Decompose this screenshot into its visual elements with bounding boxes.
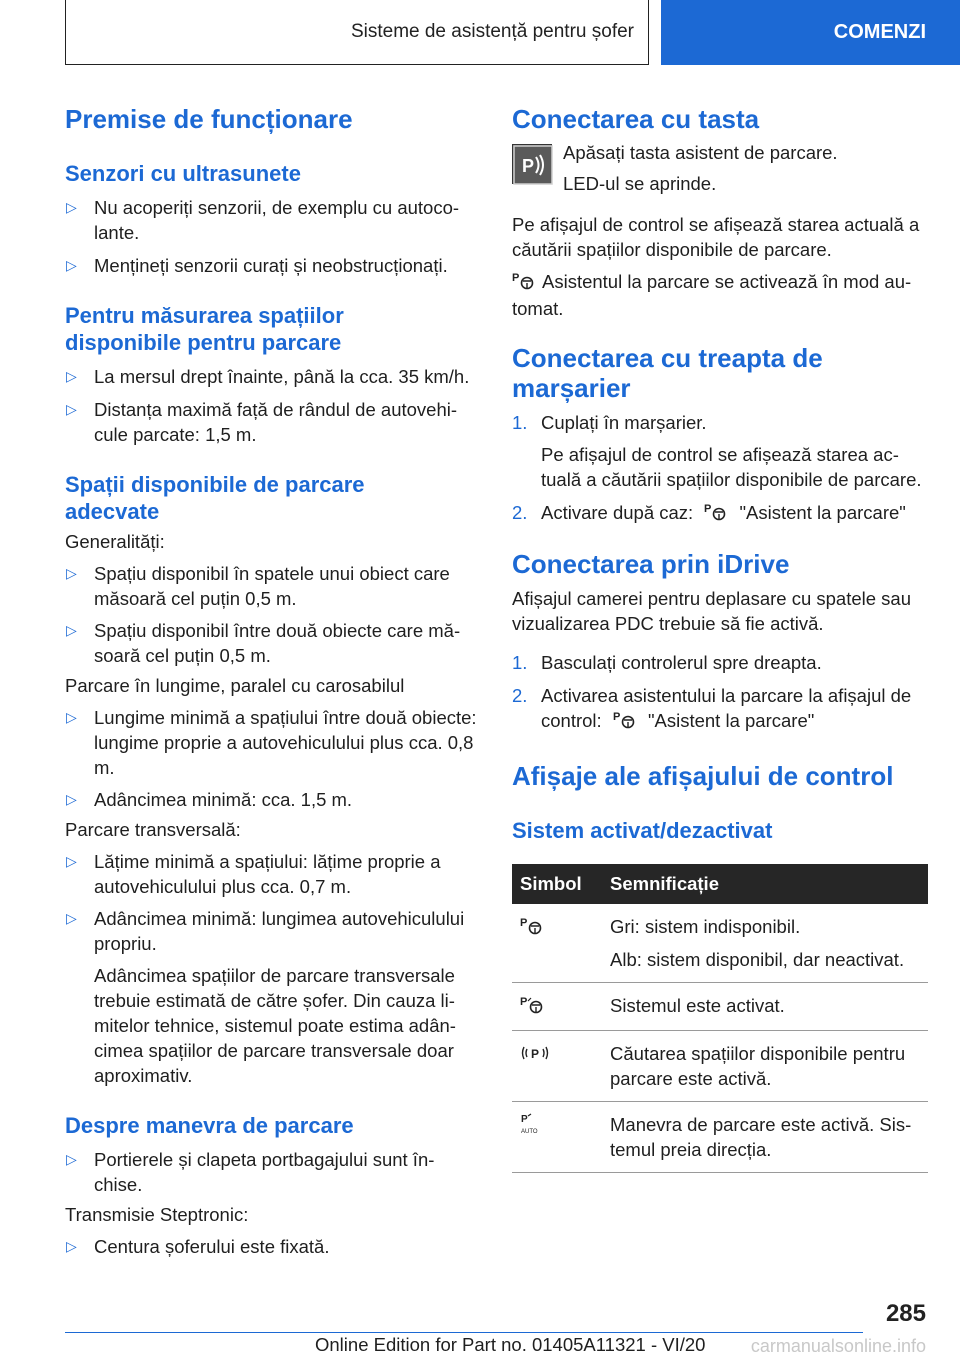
park-assist-active-icon [520, 994, 546, 1020]
heading-suitable-spaces: Spații disponibile de parcare adecvate [65, 472, 365, 524]
measuring-list [65, 364, 480, 447]
svg-text:P: P [512, 272, 520, 285]
chapter-tab[interactable] [661, 0, 960, 65]
chapter-label: COMENZI [833, 21, 926, 43]
list-item: 2. Activare după caz: P "Asistent la parcare" [512, 500, 928, 527]
list-item: ▷ Distanța maximă față de rândul de autovehi-cule parcate: 1,5 m. [66, 399, 458, 445]
triangle-bullet-icon: ▷ [66, 709, 77, 725]
heading-system-status: Sistem activat/dezactivat [512, 818, 773, 844]
triangle-bullet-icon: ▷ [66, 401, 77, 417]
svg-text:P: P [521, 1114, 528, 1126]
svg-text:P: P [531, 1046, 540, 1061]
steptronic-label: Transmisie Steptronic: [65, 1204, 249, 1225]
header-section-title [65, 0, 649, 65]
list-item: 1. Basculați controlerul spre dreapta. [512, 652, 822, 674]
triangle-bullet-icon: ▷ [66, 565, 77, 581]
triangle-bullet-icon: ▷ [66, 257, 77, 273]
list-item: ▷ Portierele și clapeta portbagajului sunt în-chise. [66, 1149, 435, 1195]
reverse-steps [512, 410, 928, 527]
column-meaning: Semnificație [602, 864, 928, 904]
parking-auto-icon [520, 1112, 546, 1142]
transverse-note: Adâncimea spațiilor de parcare transversale trebuie estimată de către șofer. Din cauza li-mitelor tehnice, sistemul poate estima adân-cimea spațiilor de parcare transversale doar aproximativ. [94, 965, 456, 1086]
transverse-list [65, 849, 480, 1088]
heading-parking-maneuver: Despre manevra de parcare [65, 1113, 354, 1138]
list-item: 1. Cuplați în marșarier. Pe afișajul de control se afișează starea ac-tuală a căutării spațiilor disponibile de parcare. [512, 412, 922, 491]
column-symbol: Simbol [512, 864, 602, 904]
list-item: ▷ Centura șoferului este fixată. [66, 1236, 330, 1257]
triangle-bullet-icon: ▷ [66, 368, 77, 384]
heading-ultrasonic: Senzori cu ultrasunete [65, 161, 301, 186]
steptronic-list [65, 1234, 480, 1259]
list-item: ▷ Mențineți senzorii curați și neobstrucționați. [66, 255, 448, 276]
triangle-bullet-icon: ▷ [66, 791, 77, 807]
parking-search-icon [520, 1042, 550, 1070]
list-item: ▷ Nu acoperiți senzorii, de exemplu cu autoco-lante. [66, 197, 460, 243]
table-row: P Căutarea spațiilor disponibile pentru parcare este activă. [512, 1031, 928, 1102]
triangle-bullet-icon: ▷ [66, 1151, 77, 1167]
list-item: ▷ Adâncimea minimă: cca. 1,5 m. [66, 789, 353, 810]
right-column [512, 100, 928, 1173]
list-item: ▷ Lungime minimă a spațiului între două obiecte: lungime proprie a autovehiculului plus cca. 0,8 m. [66, 707, 477, 778]
triangle-bullet-icon: ▷ [66, 1238, 77, 1254]
table-row: P AUTO Manevra de parcare este activă. Sis-temul preia direcția. [512, 1102, 928, 1173]
general-list [65, 561, 480, 668]
triangle-bullet-icon: ▷ [66, 199, 77, 215]
button-instruction: P Apăsați tasta asistent de parcare. LED-ul se aprinde. [512, 144, 928, 204]
page-number: 285 [885, 1300, 926, 1327]
list-item: ▷ Lățime minimă a spațiului: lățime proprie a autovehiculului plus cca. 0,7 m. [66, 851, 441, 897]
parallel-label: Parcare în lungime, paralel cu carosabilul [65, 675, 405, 696]
btn-paragraph-1: Pe afișajul de control se afișează starea actuală a căutării spațiilor disponibile de parcare. [512, 214, 920, 260]
list-item: ▷ Spațiu disponibil în spatele unui obiect care măsoară cel puțin 0,5 m. [66, 563, 450, 609]
heading-measuring: Pentru măsurarea spațiilor disponibile pentru parcare [65, 303, 344, 355]
list-item: ▷ Spațiu disponibil între două obiecte care mă-soară cel puțin 0,5 m. [66, 620, 461, 666]
footer-divider [65, 1332, 863, 1333]
ultrasonic-list [65, 195, 480, 278]
list-item: 2. Activarea asistentului la parcare la afișajul de control: P "Asistent la parcare" [512, 683, 928, 735]
heading-displays: Afișaje ale afișajului de control [512, 761, 894, 792]
svg-text:P: P [704, 503, 712, 516]
list-item: ▷ La mersul drept înainte, până la cca. 35 km/h. [66, 366, 470, 387]
park-assist-icon [704, 501, 728, 527]
table-header-row [512, 864, 928, 904]
park-assist-grey-icon [520, 915, 544, 941]
park-assist-button-icon [512, 144, 552, 184]
general-label: Generalități: [65, 531, 165, 552]
transverse-label: Parcare transversală: [65, 819, 241, 840]
list-item: ▷ Adâncimea minimă: lungimea autovehiculului propriu. Adâncimea spațiilor de parcare transversale trebuie estimată de către șofer. Din cauza li-mitelor tehnice, sistemul poate estima adân-cimea spațiilor de parcare transversale doar aproximativ. [65, 906, 480, 1088]
svg-text:P: P [520, 996, 528, 1009]
table-row: P Sistemul este activat. [512, 983, 928, 1031]
table-row: P Gri: sistem indisponibil. Alb: sistem disponibil, dar neactivat. [512, 904, 928, 983]
heading-button: Conectarea cu tasta [512, 104, 760, 134]
idrive-paragraph: Afișajul camerei pentru deplasare cu spatele sau vizualizarea PDC trebuie să fie activă. [512, 588, 912, 635]
section-label: Sisteme de asistență pentru șofer [350, 21, 634, 42]
park-assist-icon [512, 270, 536, 296]
triangle-bullet-icon: ▷ [66, 910, 77, 926]
symbol-table [512, 864, 928, 1173]
svg-text:P: P [522, 156, 535, 176]
edition-label: Online Edition for Part no. 01405A11321 - VI/20 [315, 1334, 706, 1355]
parallel-list [65, 705, 480, 812]
svg-text:P: P [520, 917, 528, 930]
page-title: Premise de funcționare [65, 104, 353, 134]
triangle-bullet-icon: ▷ [66, 853, 77, 869]
heading-reverse: Conectarea cu treapta de marșarier [512, 343, 823, 404]
watermark: carmanualsonline.info [750, 1336, 926, 1356]
btn-paragraph-2: P Asistentul la parcare se activează în mod au-tomat. [512, 271, 912, 320]
svg-text:P: P [612, 711, 621, 724]
idrive-steps [512, 650, 928, 735]
left-column [65, 100, 480, 1259]
triangle-bullet-icon: ▷ [66, 622, 77, 638]
maneuver-list [65, 1147, 480, 1197]
svg-text:AUTO: AUTO [521, 1129, 538, 1136]
park-assist-icon [613, 709, 637, 735]
heading-idrive: Conectarea prin iDrive [512, 549, 790, 580]
